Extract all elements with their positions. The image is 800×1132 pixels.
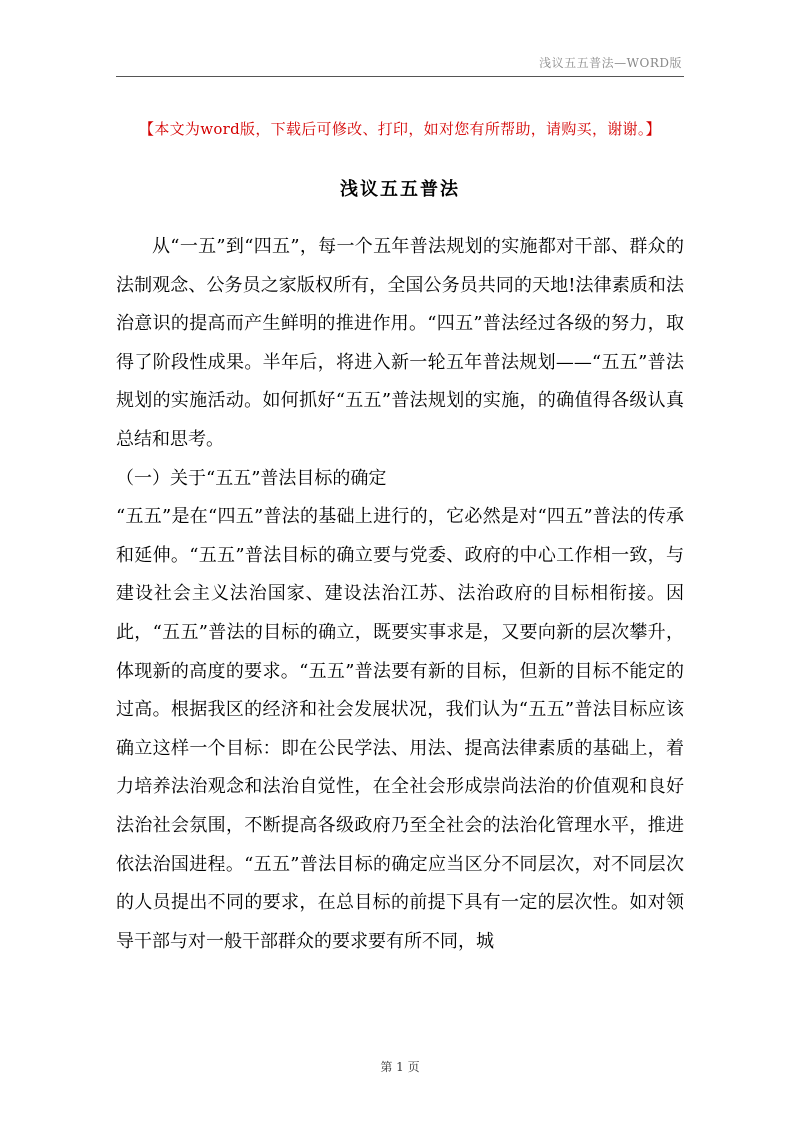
document-body [116, 228, 684, 961]
section-heading: （一）关于“五五”普法目标的确定 [116, 467, 387, 489]
header-divider [116, 76, 684, 77]
section-paragraph: “五五”是在“四五”普法的基础上进行的，它必然是对“四五”普法的传承和延伸。“五五”普法目标的确立要与党委、政府的中心工作相一致，与建设社会主义法治国家、建设法治江苏、法治政府的目标相衔接。因此，“五五”普法的目标的确立，既要实事求是，又要向新的层次攀升，体现新的高度的要求。“五五”普法要有新的目标，但新的目标不能定的过高。根据我区的经济和社会发展状况，我们认为“五五”普法目标应该确立这样一个目标：即在公民学法、用法、提高法律素质的基础上，着力培养法治观念和法治自觉性，在全社会形成崇尚法治的价值观和良好法治社会氛围，不断提高各级政府乃至全社会的法治化管理水平，推进依法治国进程。“五五”普法目标的确定应当区分不同层次，对不同层次的人员提出不同的要求，在总目标的前提下具有一定的层次性。如对领导干部与对一般干部群众的要求要有所不同，城 [116, 506, 684, 952]
page-number: 第 1 页 [380, 1060, 420, 1074]
download-notice: 【本文为word版，下载后可修改、打印，如对您有所帮助，请购买，谢谢。】 [139, 120, 661, 138]
document-title: 浅议五五普法 [340, 179, 460, 200]
running-header: 浅议五五普法—WORD版 [539, 56, 682, 70]
intro-paragraph: 从“一五”到“四五”，每一个五年普法规划的实施都对干部、群众的法制观念、公务员之家版权所有，全国公务员共同的天地!法律素质和法治意识的提高而产生鲜明的推进作用。“四五”普法经过各级的努力，取得了阶段性成果。半年后，将进入新一轮五年普法规划——“五五”普法规划的实施活动。如何抓好“五五”普法规划的实施，的确值得各级认真总结和思考。 [116, 236, 684, 450]
